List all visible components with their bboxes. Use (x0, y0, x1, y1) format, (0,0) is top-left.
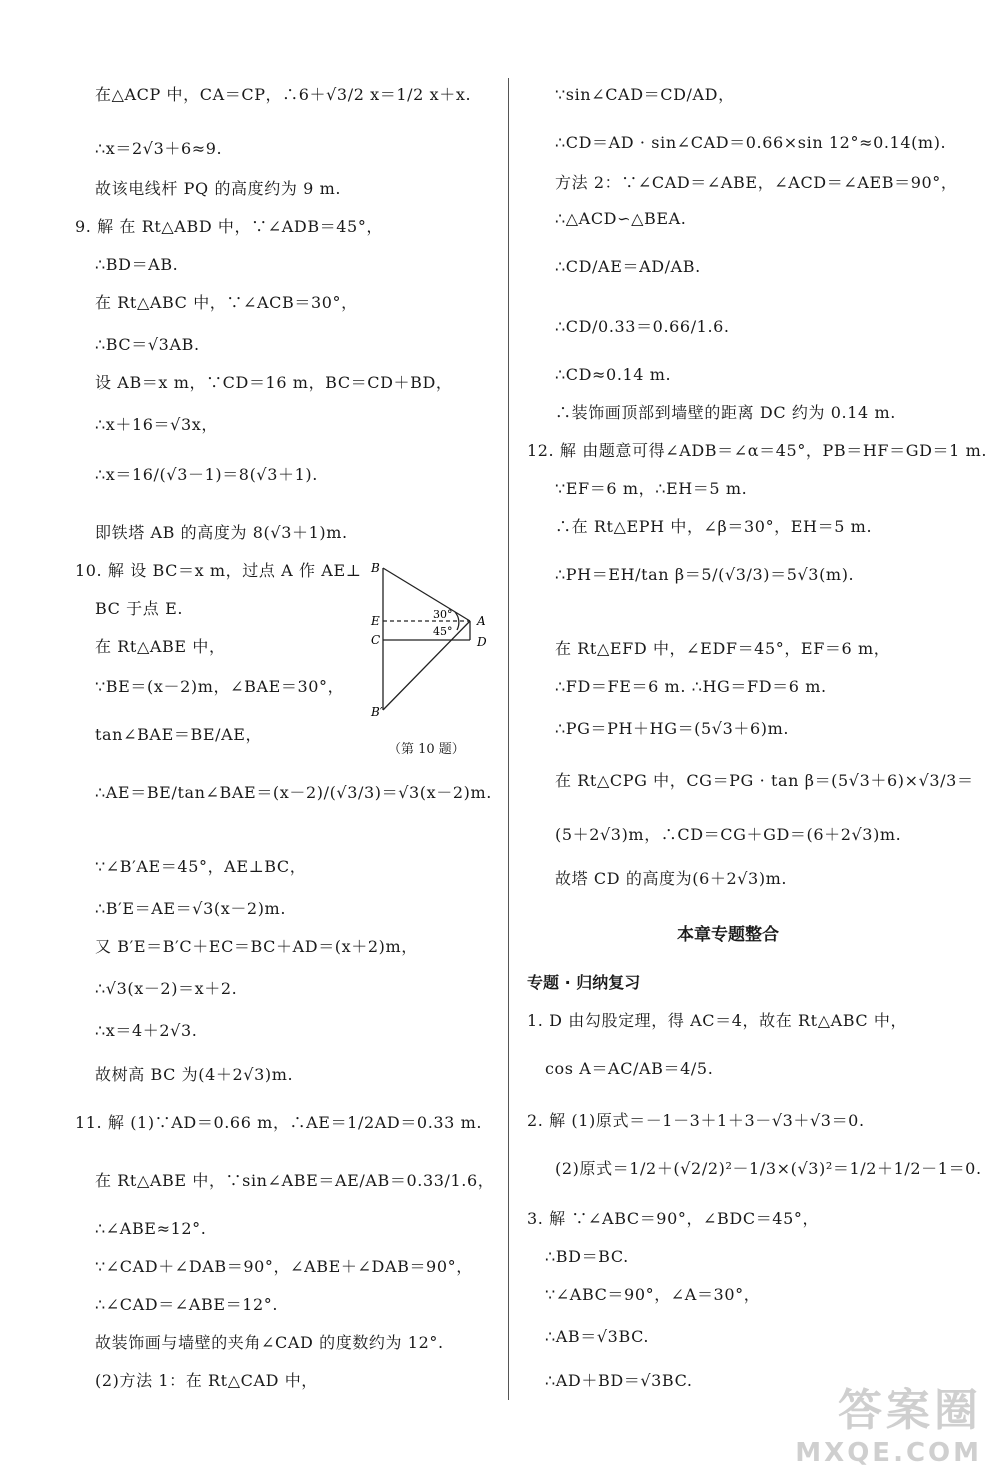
text-line: ∵∠CAD＋∠DAB＝90°，∠ABE＋∠DAB＝90°， (95, 1257, 473, 1276)
text-line: ∵EF＝6 m，∴EH＝5 m. (555, 479, 748, 498)
text-line: ∴BD＝BC. (545, 1247, 629, 1266)
text-line: ∵sin∠CAD＝CD/AD， (555, 85, 735, 104)
figure-caption: （第 10 题） (388, 742, 465, 757)
text-line: 在 Rt△CPG 中，CG＝PG · tan β＝(5√3＋6)×√3/3＝ (555, 771, 974, 790)
column-divider (508, 78, 509, 1400)
text-line: 故装饰画与墙壁的夹角∠CAD 的度数约为 12°. (95, 1333, 444, 1352)
text-line: ∴AB＝√3BC. (545, 1327, 650, 1346)
label-a: A (477, 614, 486, 628)
text-line: ∵∠B′AE＝45°，AE⊥BC， (95, 857, 307, 876)
text-line: 设 AB＝x m，∵CD＝16 m，BC＝CD＋BD， (95, 373, 453, 392)
text-line: ∴x＋16＝√3x， (95, 415, 218, 434)
text-line: ∴在 Rt△EPH 中，∠β＝30°，EH＝5 m. (555, 517, 873, 536)
text-line: ∴x＝16/(√3－1)＝8(√3＋1). (95, 465, 318, 484)
text-line: 在 Rt△ABE 中， (95, 637, 226, 656)
text-line: ∴BD＝AB. (95, 255, 179, 274)
label-e: E (371, 614, 380, 628)
section-title: 本章专题整合 (677, 925, 779, 945)
text-line: (2)方法 1：在 Rt△CAD 中， (95, 1371, 318, 1390)
text-line: ∴∠ABE≈12°. (95, 1219, 207, 1238)
label-angle-30: 30° (433, 608, 453, 621)
text-line: 故塔 CD 的高度为(6＋2√3)m. (555, 869, 788, 888)
text-line: ∴PG＝PH＋HG＝(5√3＋6)m. (555, 719, 790, 738)
geometry-figure (365, 560, 495, 760)
label-c: C (371, 633, 381, 647)
text-line: (5＋2√3)m，∴CD＝CG＋GD＝(6＋2√3)m. (555, 825, 902, 844)
text-line: ∵BE＝(x－2)m，∠BAE＝30°， (95, 677, 345, 696)
text-line: ∵∠ABC＝90°，∠A＝30°， (545, 1285, 761, 1304)
text-line: BC 于点 E. (95, 599, 184, 618)
text-line: 3. 解 ∵∠ABC＝90°，∠BDC＝45°， (527, 1209, 820, 1228)
text-line: ∴BC＝√3AB. (95, 335, 200, 354)
text-line: cos A＝AC/AB＝4/5. (545, 1059, 714, 1078)
text-line: ∴CD/AE＝AD/AB. (555, 257, 701, 276)
text-line: 在 Rt△ABE 中，∵sin∠ABE＝AE/AB＝0.33/1.6， (95, 1171, 495, 1190)
text-line: (2)原式＝1/2＋(√2/2)²－1/3×(√3)²＝1/2＋1/2－1＝0. (555, 1159, 982, 1178)
text-line: ∴CD＝AD · sin∠CAD＝0.66×sin 12°≈0.14(m). (555, 133, 947, 152)
subsection-title: 专题 · 归纳复习 (527, 973, 641, 992)
text-line: ∴装饰画顶部到墙壁的距离 DC 约为 0.14 m. (555, 403, 896, 422)
text-line: 在 Rt△EFD 中，∠EDF＝45°，EF＝6 m， (555, 639, 891, 658)
text-line: 在△ACP 中，CA＝CP，∴6＋√3/2 x＝1/2 x＋x. (95, 85, 472, 104)
text-line: ∴AE＝BE/tan∠BAE＝(x－2)/(√3/3)＝√3(x－2)m. (95, 783, 492, 802)
text-line: ∴FD＝FE＝6 m. ∴HG＝FD＝6 m. (555, 677, 827, 696)
text-line: 10. 解 设 BC＝x m，过点 A 作 AE⊥ (75, 561, 362, 580)
text-line: 12. 解 由题意可得∠ADB＝∠α＝45°，PB＝HF＝GD＝1 m. (527, 441, 988, 460)
text-line: 11. 解 (1)∵AD＝0.66 m，∴AE＝1/2AD＝0.33 m. (75, 1113, 483, 1132)
text-line: 9. 解 在 Rt△ABD 中，∵∠ADB＝45°， (75, 217, 384, 236)
text-line: ∴△ACD∽△BEA. (555, 209, 687, 228)
text-line: 即铁塔 AB 的高度为 8(√3＋1)m. (95, 523, 348, 542)
label-b-prime: B′ (371, 705, 383, 719)
text-line: ∴x＝2√3＋6≈9. (95, 139, 223, 158)
text-line: 在 Rt△ABC 中，∵∠ACB＝30°， (95, 293, 358, 312)
text-line: ∴AD＋BD＝√3BC. (545, 1371, 693, 1390)
text-line: 故该电线杆 PQ 的高度约为 9 m. (95, 179, 342, 198)
text-line: 2. 解 (1)原式＝－1－3＋1＋3－√3＋√3＝0. (527, 1111, 865, 1130)
text-line: ∴B′E＝AE＝√3(x－2)m. (95, 899, 287, 918)
text-line: ∴∠CAD＝∠ABE＝12°. (95, 1295, 279, 1314)
watermark-url: MXQE.COM (795, 1438, 982, 1468)
text-line: 故树高 BC 为(4＋2√3)m. (95, 1065, 294, 1084)
text-line: ∴CD/0.33＝0.66/1.6. (555, 317, 730, 336)
text-line: ∴CD≈0.14 m. (555, 365, 672, 384)
watermark-logo-text: 答案圈 (838, 1385, 982, 1436)
label-b: B (371, 561, 380, 575)
text-line: 又 B′E＝B′C＋EC＝BC＋AD＝(x＋2)m， (95, 937, 418, 956)
label-d: D (477, 635, 487, 649)
text-line: tan∠BAE＝BE/AE， (95, 725, 263, 744)
watermark (795, 1374, 982, 1468)
label-angle-45: 45° (433, 625, 453, 638)
text-line: 方法 2：∵∠CAD＝∠ABE，∠ACD＝∠AEB＝90°， (555, 173, 958, 192)
text-line: 1. D 由勾股定理，得 AC＝4，故在 Rt△ABC 中， (527, 1011, 908, 1030)
text-line: ∴PH＝EH/tan β＝5/(√3/3)＝5√3(m). (555, 565, 855, 584)
text-line: ∴x＝4＋2√3. (95, 1021, 198, 1040)
text-line: ∴√3(x－2)＝x＋2. (95, 979, 238, 998)
